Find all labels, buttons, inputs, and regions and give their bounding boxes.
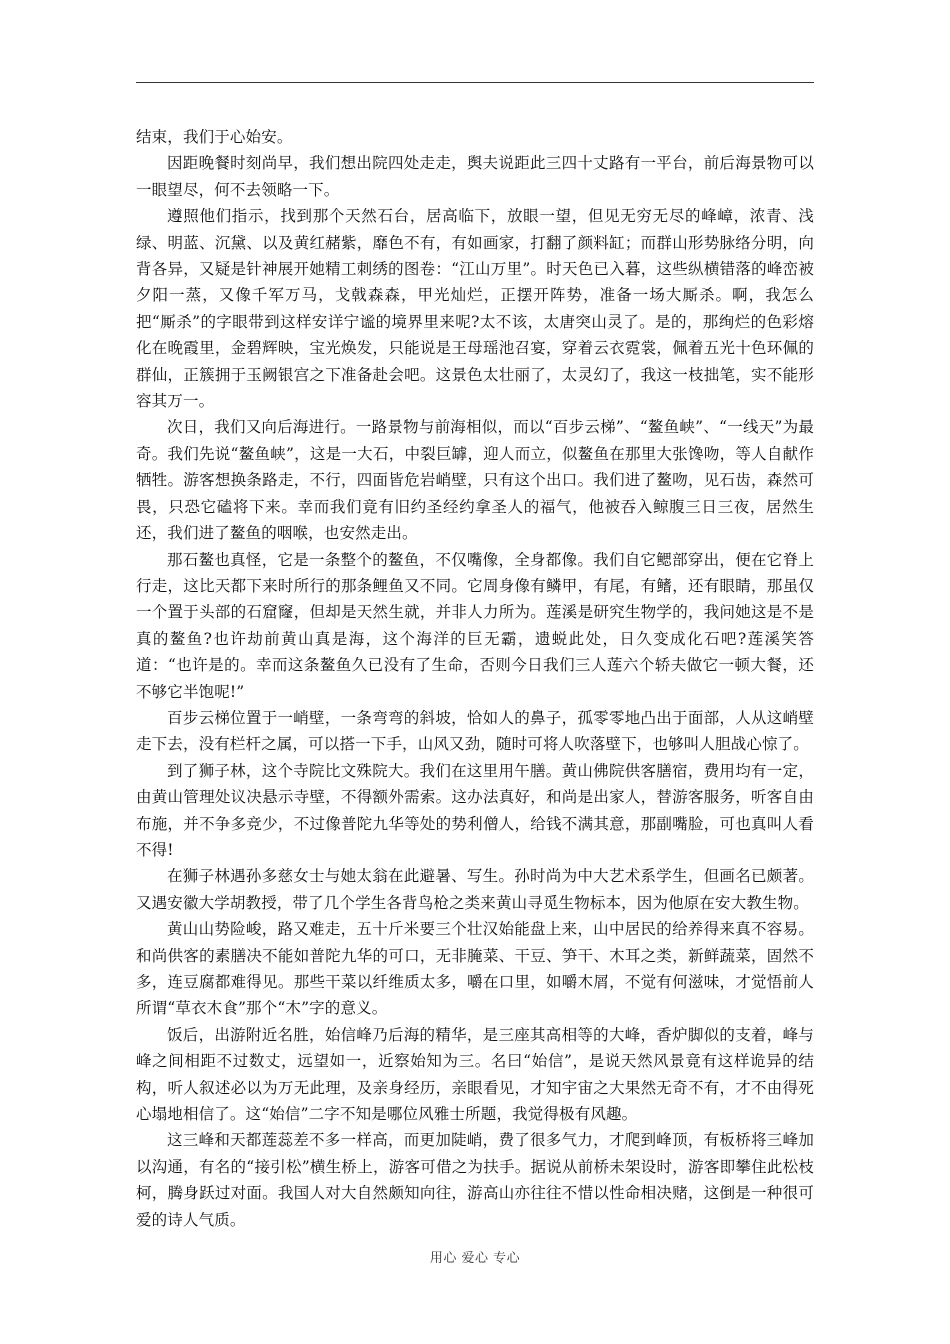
paragraph: 黄山山势险峻，路又难走，五十斤米要三个壮汉始能盘上来，山中居民的给养得来真不容易。和尚供客的素膳决不能如普陀九华的可口，无非腌菜、干豆、笋干、木耳之类，新鲜蔬菜，固然不多，连豆腐都难得见。那些干菜以纤维质太多，嚼在口里，如嚼木屑，不觉有何滋味，才觉悟前人所谓“草衣木食”那个“木”字的意义。: [136, 920, 814, 1018]
paragraph: 饭后，出游附近名胜，始信峰乃后海的精华，是三座其高相等的大峰，香炉脚似的支着，峰与峰之间相距不过数丈，远望如一，近察始知为三。名曰“始信”，是说天然风景竟有这样诡异的结构，听人叙述必以为万无此理，及亲身经历，亲眼看见，才知宇宙之大果然无奇不有，才不由得死心塌地相信了。这“始信”二字不知是哪位风雅士所题，我觉得极有风趣。: [136, 1025, 814, 1124]
paragraph: 因距晚餐时刻尚早，我们想出院四处走走，舆夫说距此三四十丈路有一平台，前后海景物可以一眼望尽，何不去领略一下。: [136, 154, 814, 199]
paragraph: 在狮子林遇孙多慈女士与她太翁在此避暑、写生。孙时尚为中大艺术系学生，但画名已颇著。又遇安徽大学胡教授，带了几个学生各背鸟枪之类来黄山寻觅生物标本，因为他原在安大教生物。: [136, 867, 814, 912]
paragraph: 遵照他们指示，找到那个天然石台，居高临下，放眼一望，但见无穷无尽的峰嶂，浓青、浅绿、明蓝、沉黛、以及黄红赭紫，靡色不有，有如画家，打翻了颜料缸；而群山形势脉络分明，向背各异，又疑是针神展开她精工刺绣的图卷：“江山万里”。时天色已入暮，这些纵横错落的峰峦被夕阳一蒸，又像千军万马，戈戟森森，甲光灿烂，正摆开阵势，准备一场大厮杀。啊，我怎么把“厮杀”的字眼带到这样安详宁谧的境界里来呢?太不该，太唐突山灵了。是的，那绚烂的色彩熔化在晚霞里，金碧辉映，宝光焕发，只能说是王母瑶池召宴，穿着云衣霓裳，佩着五光十色环佩的群仙，正簇拥于玉阙银宫之下准备赴会吧。这景色太壮丽了，太灵幻了，我这一枝拙笔，实不能形容其万一。: [136, 207, 814, 411]
paragraph: 百步云梯位置于一峭壁，一条弯弯的斜坡，恰如人的鼻子，孤零零地凸出于面部，人从这峭壁走下去，没有栏杆之属，可以搭一下手，山风又劲，随时可将人吹落壁下，也够叫人胆战心惊了。: [136, 708, 814, 754]
document-body: [136, 124, 814, 1233]
paragraph: 到了狮子林，这个寺院比文殊院大。我们在这里用午膳。黄山佛院供客膳宿，费用均有一定，由黄山管理处议决悬示寺壁，不得额外需索。这办法真好，和尚是出家人，替游客服务，听客自由布施，并不争多竞少，不过像普陀九华等处的势利僧人，给钱不满其意，那副嘴脸，可也真叫人看不得!: [136, 761, 814, 859]
paragraph: 这三峰和天都莲蕊差不多一样高，而更加陡峭，费了很多气力，才爬到峰顶，有板桥将三峰加以沟通，有名的“接引松”横生桥上，游客可借之为扶手。据说从前桥未架设时，游客即攀住此松枝柯，腾身跃过对面。我国人对大自然颇知向往，游高山亦往往不惜以性命相决赌，这倒是一种很可爱的诗人气质。: [136, 1131, 814, 1229]
page-footer: 用心 爱心 专心: [429, 1251, 521, 1266]
paragraph: 次日，我们又向后海进行。一路景物与前海相似，而以“百步云梯”、“鳌鱼峡”、“一线天”为最奇。我们先说“鳌鱼峡”，这是一大石，中裂巨罅，迎人而立，似鳌鱼在那里大张馋吻，等人自献作牺牲。游客想换条路走，不行，四面皆危岩峭壁，只有这个出口。我们进了鳌吻，见石齿，森然可畏，只恐它磕将下来。幸而我们竟有旧约圣经约拿圣人的福气，他被吞入鲸腹三日三夜，居然生还，我们进了鳌鱼的咽喉，也安然走出。: [136, 418, 814, 543]
paragraph: 结束，我们于心始安。: [136, 128, 293, 146]
paragraph: 那石鳌也真怪，它是一条整个的鳌鱼，不仅嘴像，全身都像。我们自它鳃部穿出，便在它脊上行走，这比天都下来时所行的那条鲤鱼又不同。它周身像有鳞甲，有尾，有鳍，还有眼睛，那虽仅一个置于头部的石窟窿，但却是天然生就，并非人力所为。莲溪是研究生物学的，我问她这是不是真的鳌鱼?也许劫前黄山真是海，这个海洋的巨无霸，遗蜕此处，日久变成化石吧?莲溪笑答道：“也许是的。幸而这条鳌鱼久已没有了生命，否则今日我们三人莲六个轿夫做它一顿大餐，还不够它半饱呢!”: [136, 550, 814, 701]
header-rule: [136, 82, 814, 83]
